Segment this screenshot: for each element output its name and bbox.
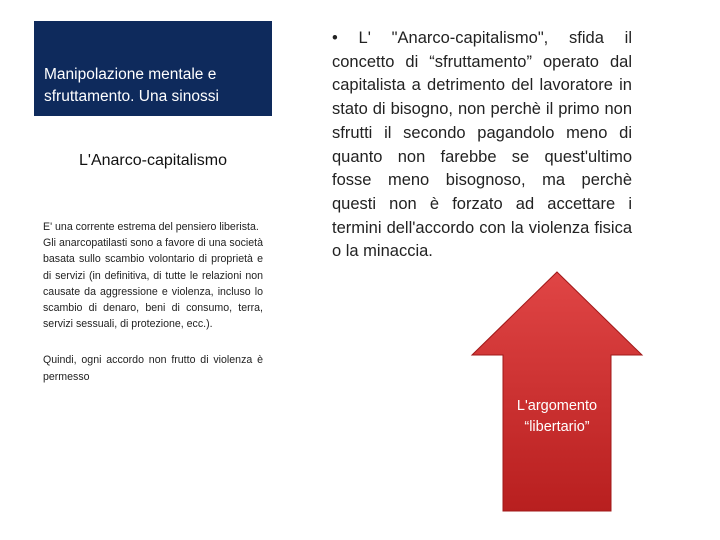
arrow-label-line-2: “libertario” <box>524 419 590 435</box>
arrow-label-line-1: L'argomento <box>516 398 598 414</box>
body-paragraph-3: Quindi, ogni accordo non frutto di violenza è permesso <box>43 354 263 383</box>
body-paragraph-2: Gli anarcopatilasti sono a favore di una società basata sullo scambio volontario di proprietà e di servizi (in definitiva, di tutte le relazioni non causate da aggressione e violenza, incluso lo scambio di denaro, beni di consumo, terra, servizi sessuali, di protezione, ecc.). <box>43 237 263 331</box>
arrow-body <box>472 272 642 511</box>
arrow-label <box>472 396 642 438</box>
slide-title: Manipolazione mentale e sfruttamento. Una sinossi <box>44 66 219 105</box>
slide-subtitle: L'Anarco-capitalismo <box>78 152 227 169</box>
quote-paragraph: • L' "Anarco-capitalismo", sfida il concetto di “sfruttamento” operato dal capitalista a detrimento del lavoratore in stato di bisogno, non perchè il primo non sfrutti il secondo pagandolo meno di quanto non farebbe se quest'ultimo fosse meno bisognoso, ma perchè questi non è forzato ad accettare i termini dell'accordo con la violenza fisica o la minaccia. <box>332 29 632 261</box>
body-paragraph-1: E' una corrente estrema del pensiero liberista. <box>43 221 259 233</box>
